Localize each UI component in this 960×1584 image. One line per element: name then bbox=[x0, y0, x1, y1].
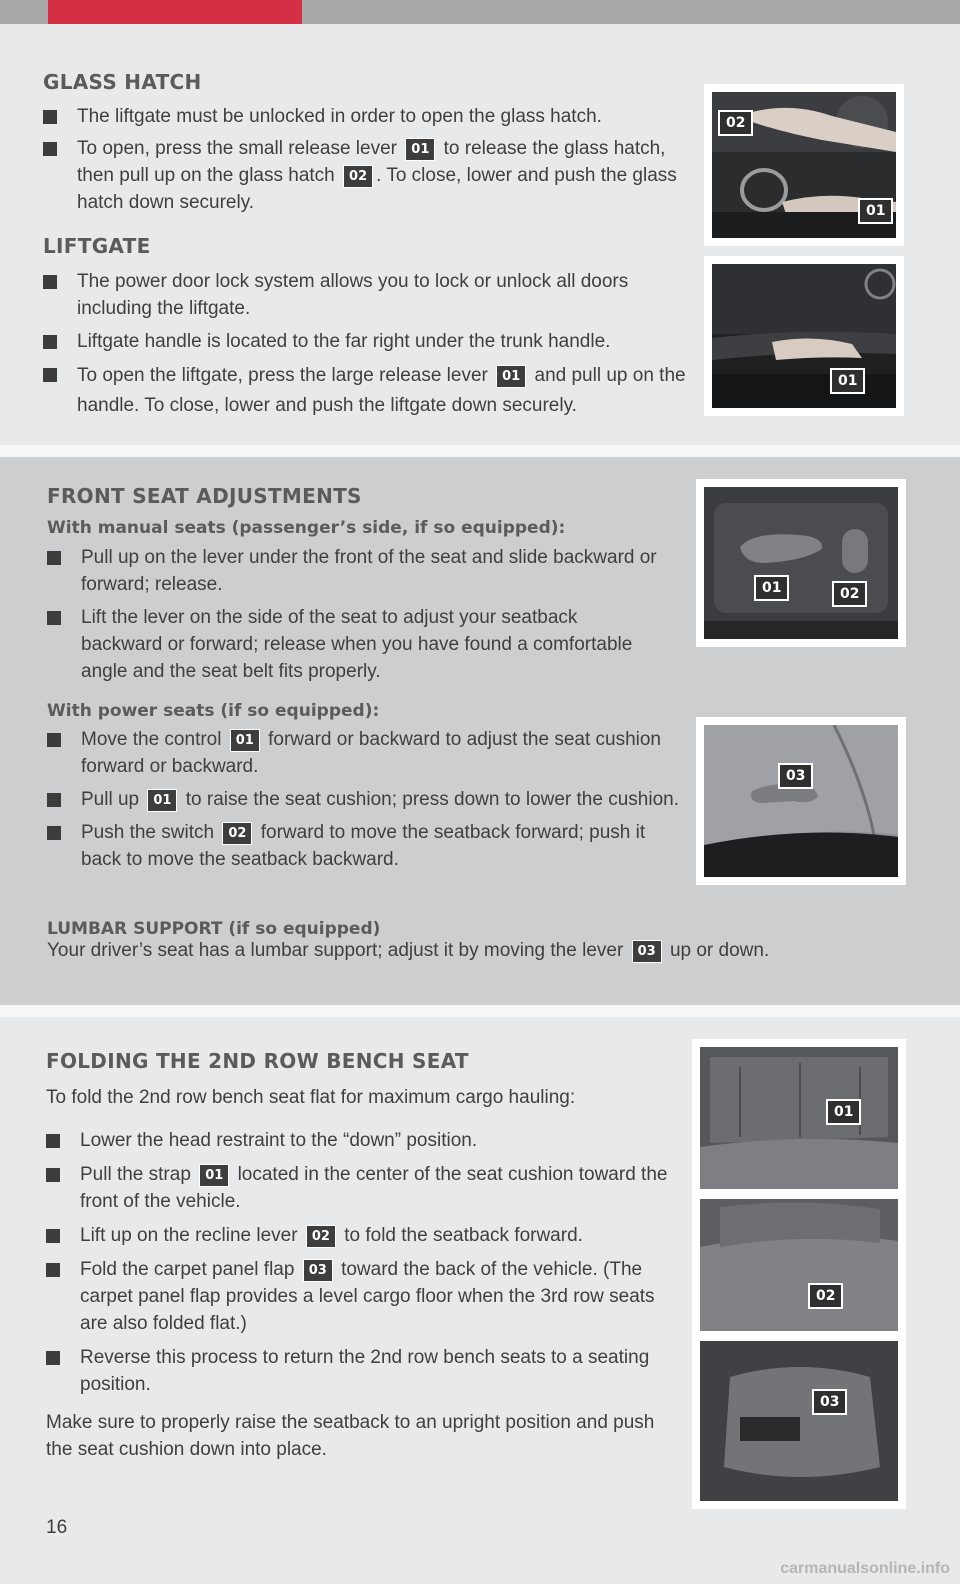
list-item: To open the liftgate, press the large release lever 01 and pull up on the handle. To close, lower and push the liftgate down securely. bbox=[43, 361, 698, 421]
callout-01-badge: 01 bbox=[405, 138, 435, 161]
callout-02-badge: 02 bbox=[306, 1225, 336, 1248]
list-item: Move the control 01 forward or backward to adjust the seat cushion forward or backward. bbox=[47, 726, 679, 780]
top-bar bbox=[0, 0, 960, 24]
lumbar-text: Your driver’s seat has a lumbar support; adjust it by moving the lever 03 up or down. bbox=[47, 940, 770, 961]
photo-badge-01: 01 bbox=[858, 198, 893, 224]
section-folding-seat bbox=[0, 1017, 960, 1584]
glass-hatch-photo bbox=[704, 84, 904, 246]
lumbar-lever-image bbox=[704, 725, 898, 877]
power-seats-list bbox=[47, 726, 679, 873]
watermark: carmanualsonline.info bbox=[780, 1560, 950, 1577]
seat-controls-image bbox=[704, 487, 898, 639]
seat-controls-photo bbox=[696, 479, 906, 647]
list-item: Fold the carpet panel flap 03 toward the back of the vehicle. (The carpet panel flap provides a level cargo floor when the 3rd row seats are also folded flat.) bbox=[46, 1256, 682, 1337]
lumbar-lever-photo bbox=[696, 717, 906, 885]
list-item: Lift up on the recline lever 02 to fold the seatback forward. bbox=[46, 1222, 682, 1249]
lumbar-heading: LUMBAR SUPPORT (if so equipped) bbox=[47, 919, 381, 939]
photo-badge-03: 03 bbox=[812, 1389, 847, 1415]
section-divider bbox=[0, 445, 960, 457]
glass-hatch-list bbox=[43, 103, 693, 216]
photo-badge-01: 01 bbox=[826, 1099, 861, 1125]
manual-seats-list bbox=[47, 544, 657, 685]
liftgate-title: LIFTGATE bbox=[43, 234, 151, 258]
photo-badge-02: 02 bbox=[832, 581, 867, 607]
callout-01-badge: 01 bbox=[496, 365, 526, 388]
liftgate-list bbox=[43, 268, 698, 421]
photo-badge-01: 01 bbox=[830, 368, 865, 394]
top-bar-accent bbox=[48, 0, 302, 24]
callout-03-badge: 03 bbox=[303, 1259, 333, 1282]
list-item: To open, press the small release lever 01 to release the glass hatch, then pull up on the glass hatch 02 . To close, lower and push the glass hatch down securely. bbox=[43, 135, 693, 216]
section-glass-hatch-liftgate bbox=[0, 24, 960, 445]
page-number: 16 bbox=[46, 1517, 68, 1538]
list-item: Reverse this process to return the 2nd row bench seats to a seating position. bbox=[46, 1344, 682, 1398]
liftgate-photo bbox=[704, 256, 904, 416]
list-item: Lift the lever on the side of the seat to adjust your seatback backward or forward; release when you have found a comfortable angle and the seat belt fits properly. bbox=[47, 604, 657, 685]
callout-01-badge: 01 bbox=[147, 789, 177, 812]
folding-list bbox=[46, 1127, 682, 1398]
list-item: Pull up 01 to raise the seat cushion; press down to lower the cushion. bbox=[47, 786, 679, 813]
list-item: The liftgate must be unlocked in order to open the glass hatch. bbox=[43, 103, 693, 130]
photo-badge-02: 02 bbox=[808, 1283, 843, 1309]
front-seat-title: FRONT SEAT ADJUSTMENTS bbox=[47, 484, 362, 508]
callout-02-badge: 02 bbox=[343, 165, 373, 188]
section-front-seat bbox=[0, 457, 960, 1005]
photo-badge-03: 03 bbox=[778, 763, 813, 789]
list-item: Pull the strap 01 located in the center of the seat cushion toward the front of the vehicle. bbox=[46, 1161, 682, 1215]
list-item: Push the switch 02 forward to move the seatback forward; push it back to move the seatback backward. bbox=[47, 819, 679, 873]
callout-01-badge: 01 bbox=[230, 729, 260, 752]
folding-seat-images bbox=[700, 1047, 898, 1501]
liftgate-image bbox=[712, 264, 896, 408]
callout-02-badge: 02 bbox=[222, 822, 252, 845]
glass-hatch-title: GLASS HATCH bbox=[43, 70, 202, 94]
photo-badge-01: 01 bbox=[754, 575, 789, 601]
power-seats-heading: With power seats (if so equipped): bbox=[47, 701, 380, 721]
list-item: Pull up on the lever under the front of the seat and slide backward or forward; release. bbox=[47, 544, 657, 598]
section-divider bbox=[0, 1005, 960, 1017]
list-item: Lower the head restraint to the “down” position. bbox=[46, 1127, 682, 1154]
list-item: Liftgate handle is located to the far right under the trunk handle. bbox=[43, 328, 698, 355]
list-item: The power door lock system allows you to lock or unlock all doors including the liftgate. bbox=[43, 268, 698, 322]
folding-intro: To fold the 2nd row bench seat flat for maximum cargo hauling: bbox=[46, 1087, 576, 1108]
callout-03-badge: 03 bbox=[632, 940, 662, 963]
folding-title: FOLDING THE 2ND ROW BENCH SEAT bbox=[46, 1049, 469, 1073]
manual-seats-heading: With manual seats (passenger’s side, if so equipped): bbox=[47, 518, 566, 538]
folding-outro: Make sure to properly raise the seatback to an upright position and push the seat cushion down into place. bbox=[46, 1412, 655, 1460]
photo-badge-02: 02 bbox=[718, 110, 753, 136]
callout-01-badge: 01 bbox=[199, 1164, 229, 1187]
folding-photos bbox=[692, 1039, 906, 1509]
